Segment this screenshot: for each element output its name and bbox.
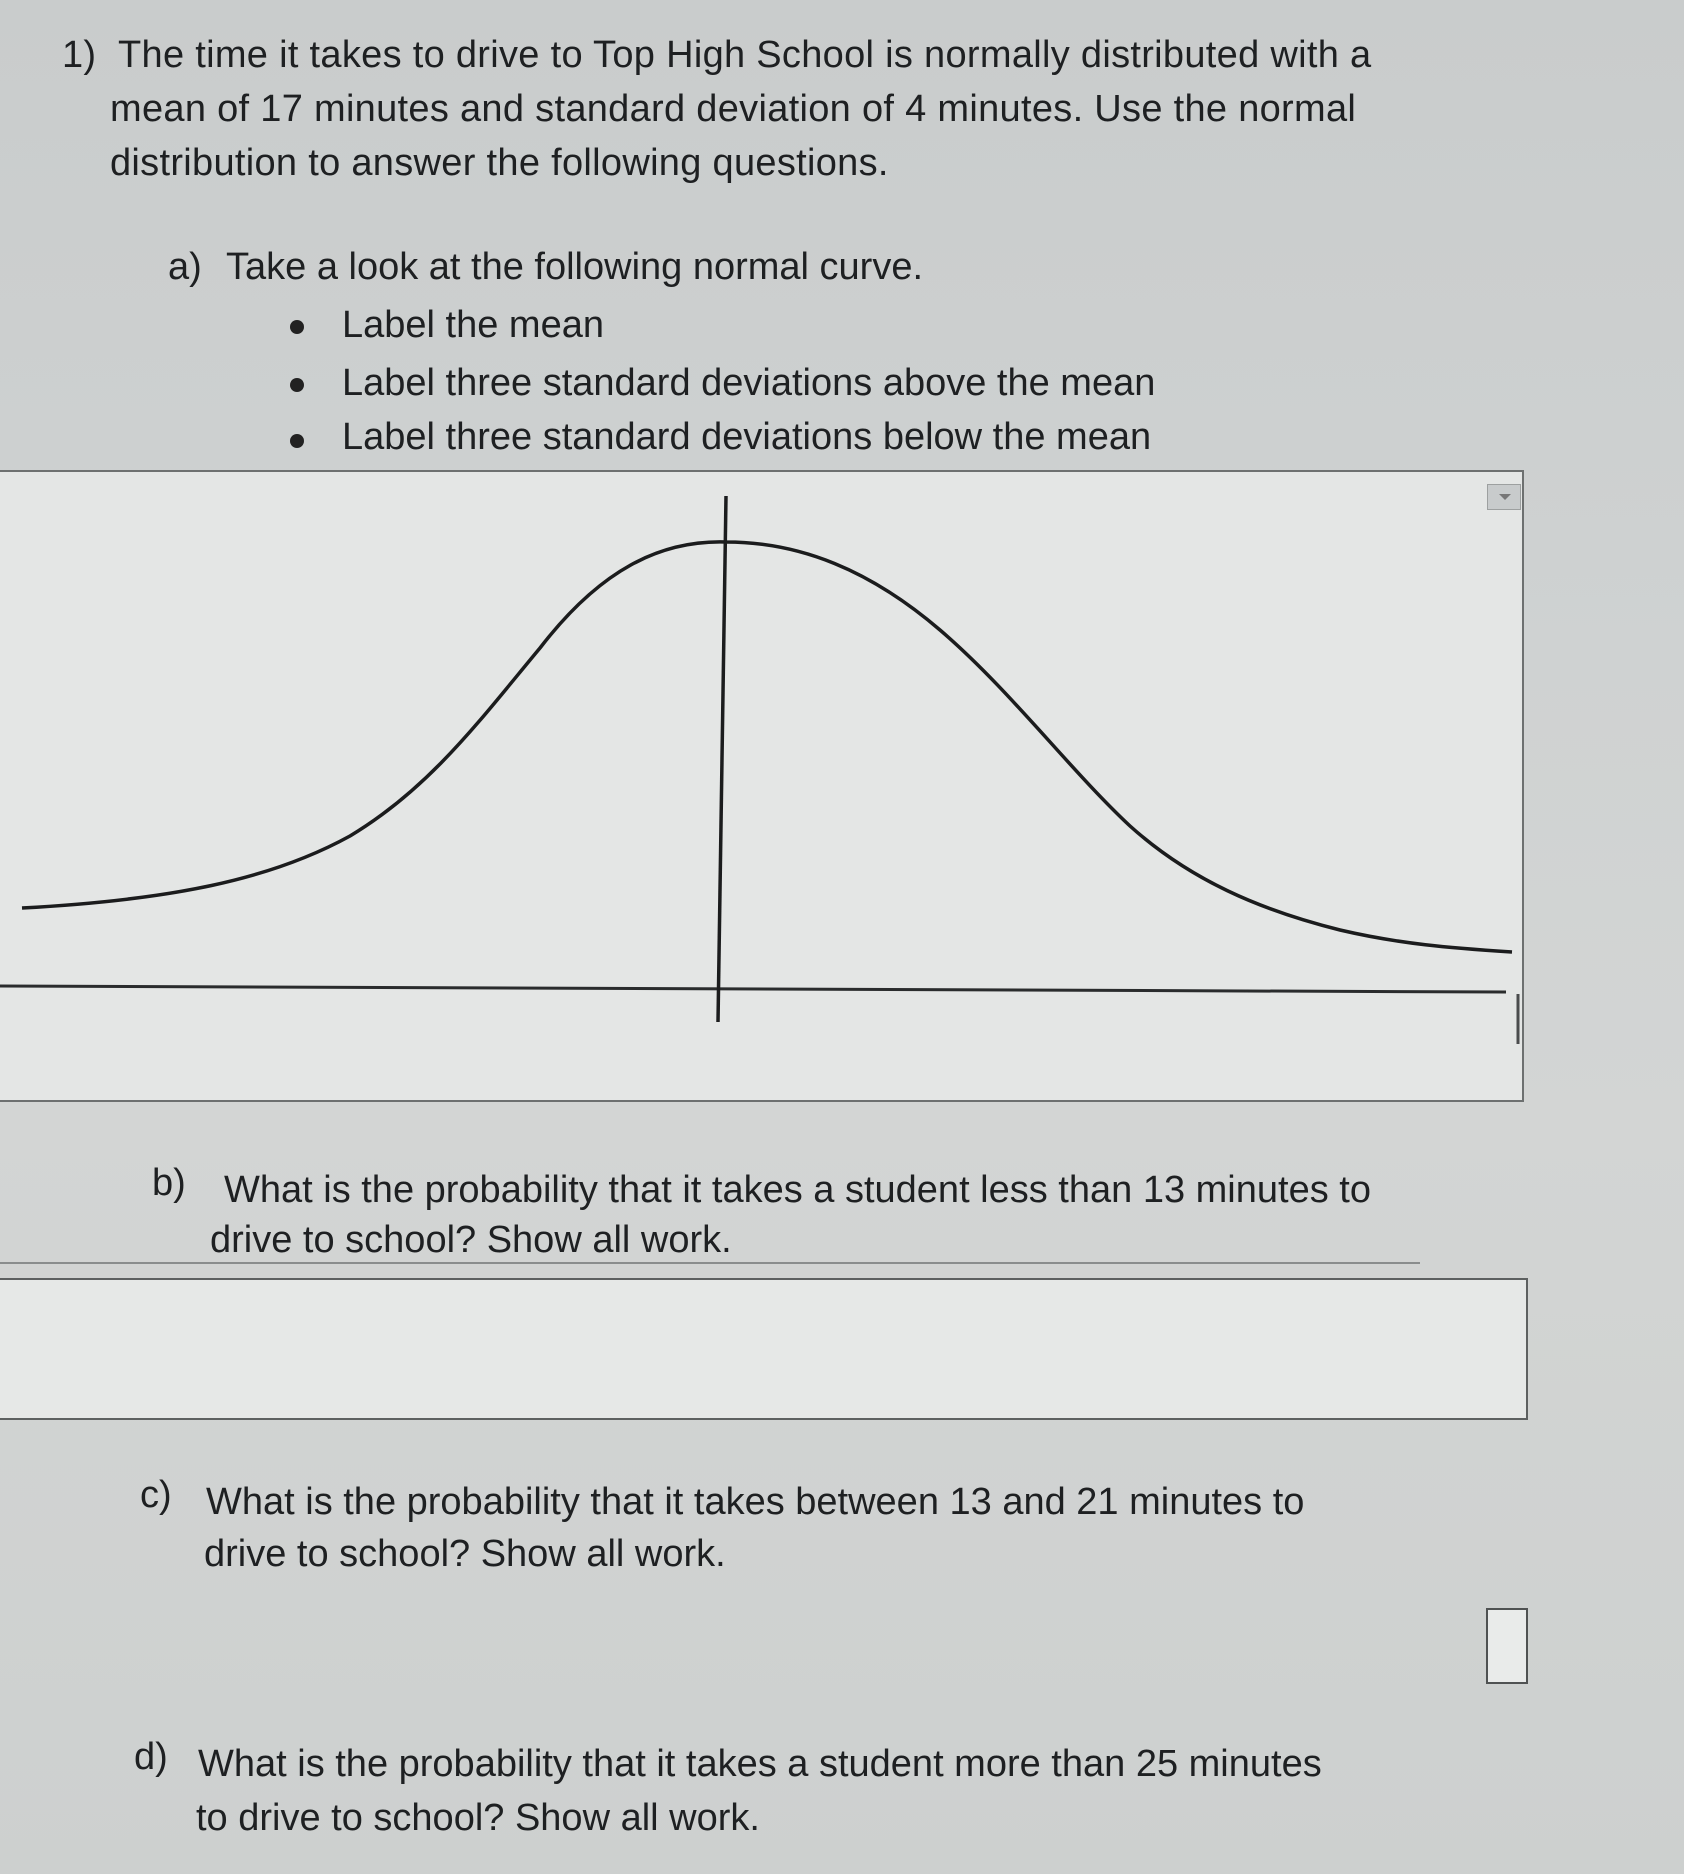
divider <box>0 1262 1420 1264</box>
mean-vertical-line <box>718 496 726 1022</box>
normal-curve-graphic <box>0 470 1530 1110</box>
bullet-label-below: Label three standard deviations below the mean <box>342 416 1152 458</box>
graph-menu-chevron-down-icon[interactable] <box>1487 484 1521 510</box>
part-a-label: a) <box>168 246 202 288</box>
part-c-label: c) <box>140 1474 172 1516</box>
question-stem-line-1: The time it takes to drive to Top High School is normally distributed with a <box>118 34 1372 76</box>
part-c-line-2: drive to school? Show all work. <box>204 1533 726 1575</box>
part-d-line-2: to drive to school? Show all work. <box>196 1797 760 1839</box>
part-b-line-2: drive to school? Show all work. <box>210 1219 732 1261</box>
part-a-prompt: Take a look at the following normal curve. <box>226 246 924 288</box>
part-d-label: d) <box>134 1736 168 1778</box>
part-b-label: b) <box>152 1162 186 1204</box>
part-d-line-1: What is the probability that it takes a student more than 25 minutes <box>198 1743 1322 1785</box>
question-number: 1) <box>62 34 97 76</box>
bullet-icon <box>290 434 304 448</box>
normal-curve-line <box>22 542 1512 952</box>
part-b-answer-box[interactable] <box>0 1278 1528 1420</box>
bullet-icon <box>290 378 304 392</box>
bullet-icon <box>290 320 304 334</box>
question-stem-line-3: distribution to answer the following questions. <box>110 142 889 184</box>
bullet-label-above: Label three standard deviations above the mean <box>342 362 1156 404</box>
part-c-line-1: What is the probability that it takes between 13 and 21 minutes to <box>206 1481 1305 1523</box>
bullet-label-mean: Label the mean <box>342 304 604 346</box>
question-stem-line-2: mean of 17 minutes and standard deviation of 4 minutes. Use the normal <box>110 88 1357 130</box>
part-c-answer-box[interactable] <box>1486 1608 1528 1684</box>
part-b-line-1: What is the probability that it takes a student less than 13 minutes to <box>224 1169 1371 1211</box>
x-axis-line <box>0 986 1506 992</box>
